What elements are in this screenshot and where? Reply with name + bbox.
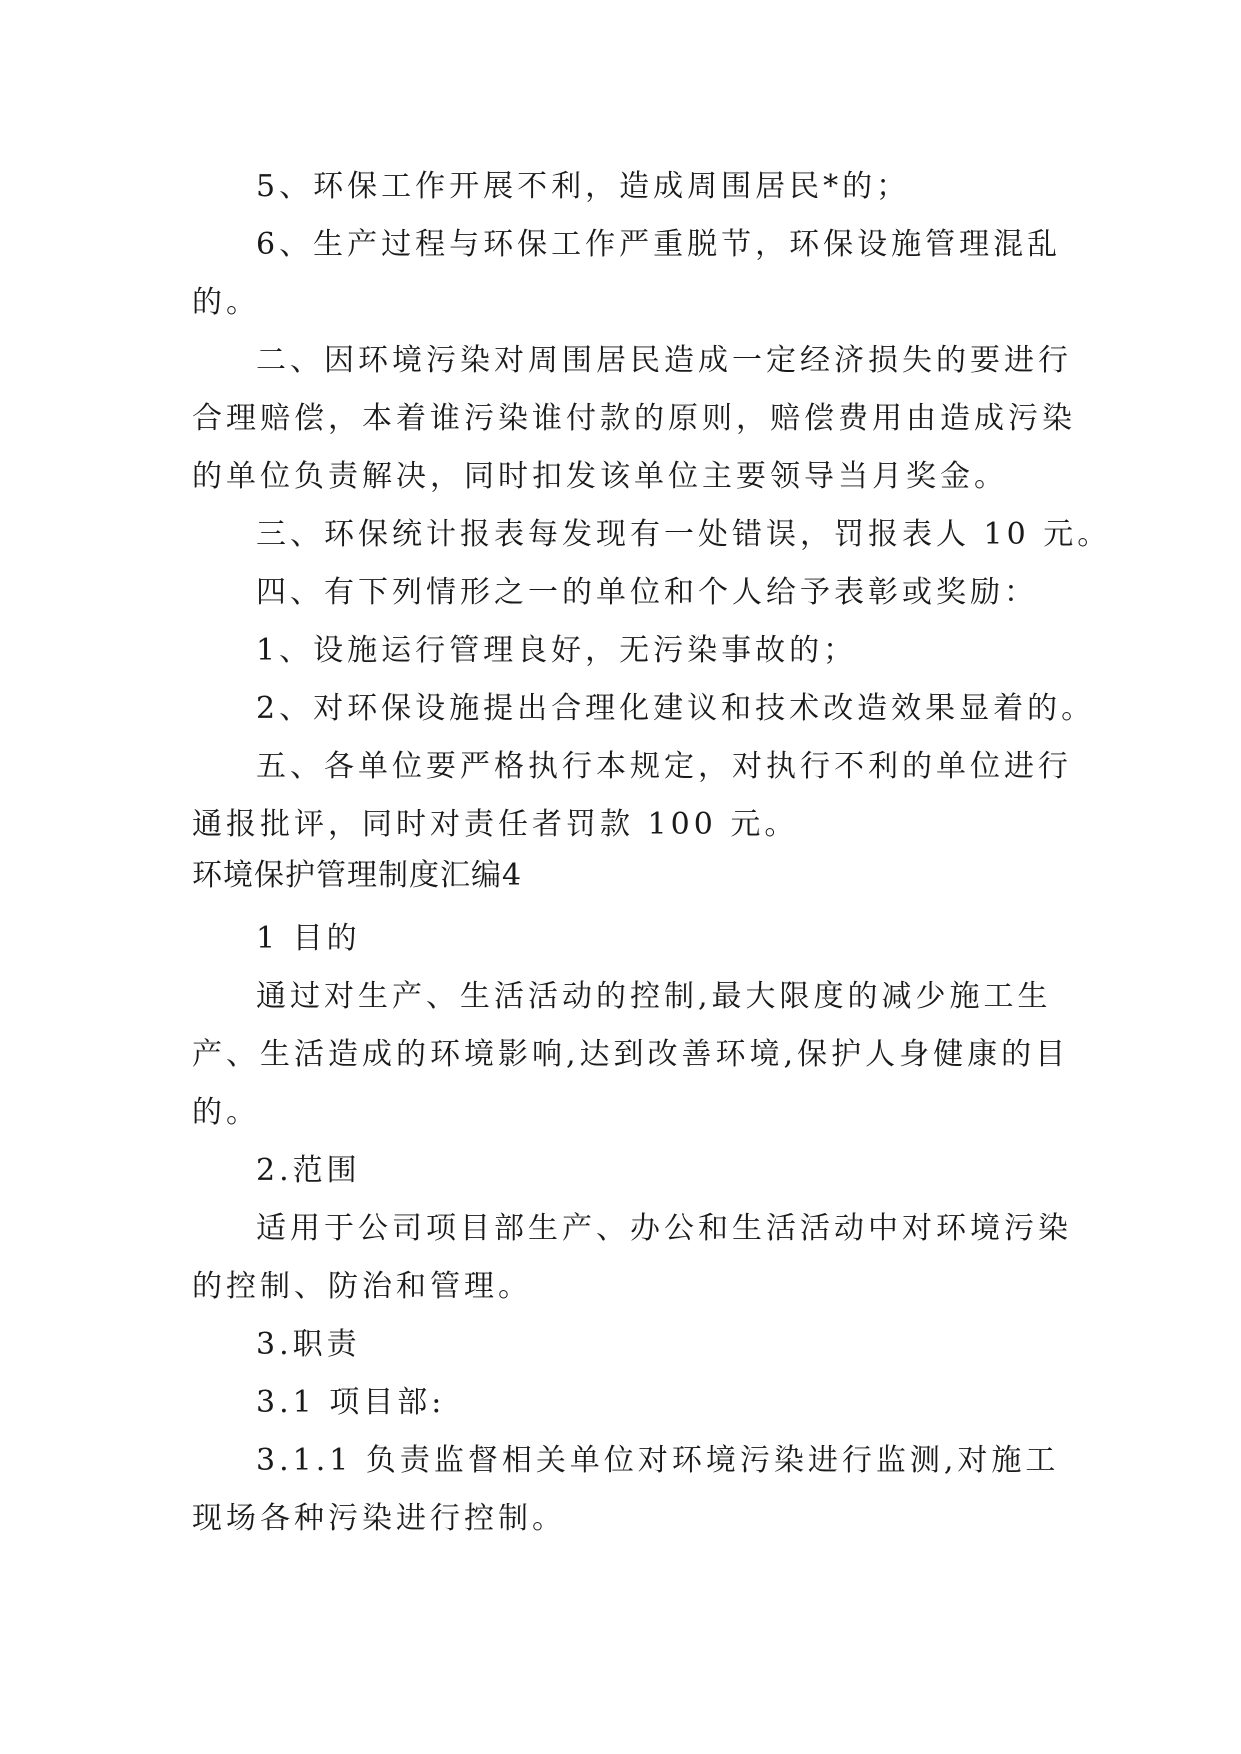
paragraph-line: 6、生产过程与环保工作严重脱节，环保设施管理混乱 (256, 227, 1062, 262)
paragraph-line: 通过对生产、生活活动的控制,最大限度的减少施工生 (256, 979, 1052, 1014)
section-one (192, 158, 1112, 854)
paragraph-line: 适用于公司项目部生产、办公和生活活动中对环境污染 (256, 1211, 1072, 1246)
paragraph-line: 的单位负责解决，同时扣发该单位主要领导当月奖金。 (192, 459, 1008, 494)
paragraph-line: 2、对环保设施提出合理化建议和技术改造效果显着的。 (256, 691, 1096, 726)
section-heading: 环境保护管理制度汇编4 (192, 858, 523, 893)
paragraph-line: 3.1 项目部: (256, 1385, 446, 1420)
paragraph-line: 5、环保工作开展不利，造成周围居民*的； (256, 169, 911, 204)
paragraph-line: 的控制、防治和管理。 (192, 1269, 532, 1304)
paragraph-line: 的。 (192, 285, 260, 320)
paragraph-line: 四、有下列情形之一的单位和个人给予表彰或奖励： (256, 575, 1038, 610)
paragraph-line: 二、因环境污染对周围居民造成一定经济损失的要进行 (256, 343, 1072, 378)
paragraph-line: 2.范围 (256, 1153, 361, 1188)
paragraph-line: 3.1.1 负责监督相关单位对环境污染进行监测,对施工 (256, 1443, 1060, 1478)
paragraph-line: 产、生活造成的环境影响,达到改善环境,保护人身健康的目 (192, 1037, 1070, 1072)
paragraph-line: 的。 (192, 1095, 260, 1130)
paragraph-line: 1、设施运行管理良好，无污染事故的； (256, 633, 858, 668)
paragraph-line: 通报批评，同时对责任者罚款 100 元。 (192, 807, 799, 842)
paragraph-line: 合理赔偿，本着谁污染谁付款的原则，赔偿费用由造成污染 (192, 401, 1076, 436)
paragraph-line: 五、各单位要严格执行本规定，对执行不利的单位进行 (256, 749, 1072, 784)
paragraph-line: 3.职责 (256, 1327, 361, 1362)
paragraph-line: 1 目的 (256, 921, 361, 956)
paragraph-line: 现场各种污染进行控制。 (192, 1501, 566, 1536)
paragraph-line: 三、环保统计报表每发现有一处错误，罚报表人 10 元。 (256, 517, 1112, 552)
section-two (192, 910, 1072, 1548)
